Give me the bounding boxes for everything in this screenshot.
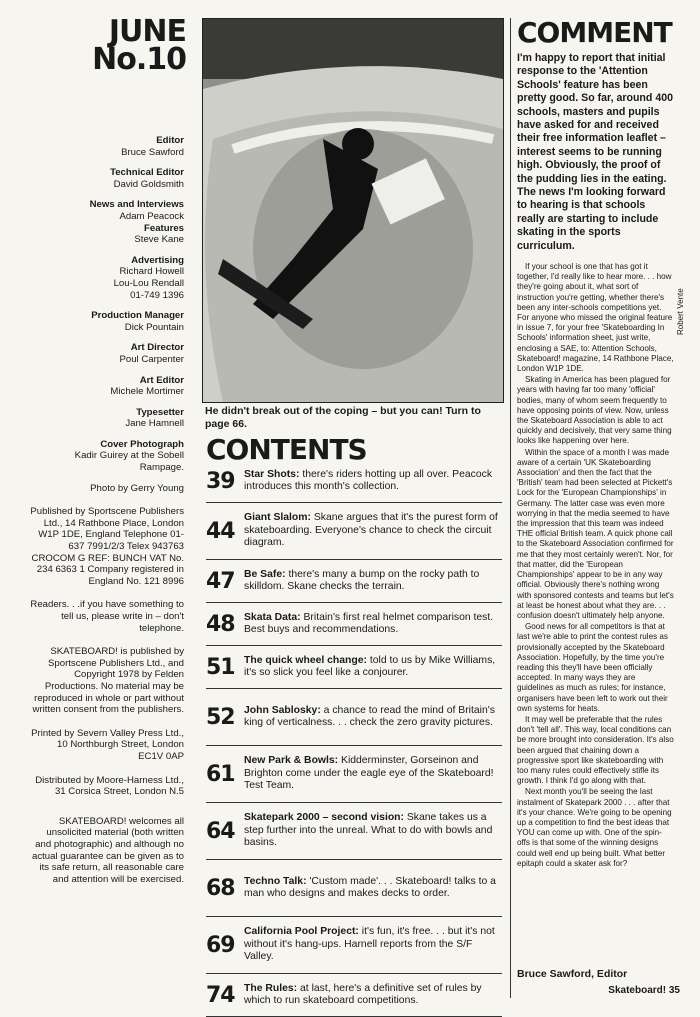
photographer-credit: Robert Vente xyxy=(676,288,685,335)
comment-body: If your school is one that has got it together, I'd really like to hear more. . . how they're going about it, what sort of instruction you're getting, whether there's been any inter-schools competitions yet. For anyone who missed the original feature in issue 7, for your free 'Skateboarding In Schools' information sheet, just write, enclosing a SAE, to: Attention Schools, Skateboard! magazine, 14 Rathbone Place, London W1P 1DE. Skating in America has been plagued for years with having far too many 'official' bodies, many of whom seem frequently to have opposing points of view. Now, unless the Skateboard Association is able to act quickly and decisively, that very same thing looks like happening over here. Within the space of a month I was made aware of a certain 'UK Skateboarding Association' and then the fact that the 'British' team had been selected at Pickett's Lock for the 'European Championships' in Germany. The latter case was even more worrying in that the media seemed to have the impression that this team was indeed THE official British team. A quick phone call to the Skateboard Association confirmed for me that they most certainly weren't. Nor, for that matter, did the 'European Championships' appear to be in any way official. Obviously there's nothing wrong with sponsored contests and teams but let's at least be honest about what they are. . . confusion doesn't ultimately help anyone. Good news for all competitors is that at last we're able to print the contest rules as provisionally accepted by the Skateboard Association. Hopefully, by the time you're reading this they'll have been officially accepted. In many ways they are guidelines as much as rules; for instance, organisers have been left to work out their own systems for heats. It may well be preferable that the rules don't 'tell all'. This way, local conditions can be more brought into consideration. It's also been argued that chaining down a progressive sport like skateboarding with too many rules could effectively stifle its growth. I think I'd go along with that. Next month you'll be seeing the last instalment of Skatepark 2000 . . . after that it's your chance. We're going to be opening up a competition to find the best ideas that YOU can come up with. One of the spin-offs is that some of the winning designs could well end up being built. What better epitaph could a skater ask for? xyxy=(517,262,674,868)
credit-technical-editor: Technical Editor David Goldsmith xyxy=(110,167,184,190)
credit-cover-photo: Cover Photograph Kadir Guirey at the Sobell Rampage. xyxy=(74,438,184,474)
contents-page-number: 64 xyxy=(206,818,235,844)
credit-production: Production Manager Dick Pountain xyxy=(91,310,184,333)
contents-item[interactable]: 39 Star Shots: there's riders hotting up all over. Peacock introduces this month's collection. xyxy=(206,460,502,503)
photo-caption: He didn't break out of the coping – but you can! Turn to page 66. xyxy=(205,405,481,430)
comment-title: COMMENT xyxy=(517,16,672,49)
issue-month: JUNE xyxy=(108,14,186,49)
credit-advertising: Advertising Richard Howell Lou-Lou Rendall 01-749 1396 xyxy=(113,254,184,301)
contents-item[interactable]: 74 The Rules: at last, here's a definitive set of rules by which to run skateboard competitions. xyxy=(206,974,502,1017)
staff-credits xyxy=(30,135,184,897)
contents-item[interactable]: 64 Skatepark 2000 – second vision: Skane takes us a step further into the unreal. What to do with bowls and basins. xyxy=(206,803,502,860)
page-number: Skateboard! 35 xyxy=(608,985,680,996)
note-photo: Photo by Gerry Young xyxy=(90,482,184,494)
credit-editor: Editor Bruce Sawford xyxy=(121,135,184,158)
contents-page-number: 61 xyxy=(206,761,235,787)
contents-item[interactable]: 52 John Sablosky: a chance to read the mind of Britain's king of verticalness. . . check the zero gravity pictures. xyxy=(206,689,502,746)
comment-signature: Bruce Sawford, Editor xyxy=(517,968,628,980)
note-readers: Readers. . .if you have something to tell us, please write in – don't telephone. xyxy=(30,599,184,634)
contents-item[interactable]: 68 Techno Talk: 'Custom made'. . . Skateboard! talks to a man who designs and makes decks to order. xyxy=(206,860,502,917)
contents-page-number: 48 xyxy=(206,611,235,637)
contents-item[interactable]: 69 California Pool Project: it's fun, it's free. . . but it's not without it's hang-ups. Harnell reports from the S/F Valley. xyxy=(206,917,502,974)
skater-bowl-illustration xyxy=(203,19,503,402)
contents-page-number: 51 xyxy=(206,654,235,680)
contents-page-number: 74 xyxy=(206,982,235,1008)
contents-page-number: 44 xyxy=(206,518,235,544)
contents-item[interactable]: 48 Skata Data: Britain's first real helmet comparison test. Best buys and recommendations. xyxy=(206,603,502,646)
note-printer: Printed by Severn Valley Press Ltd., 10 Northburgh Street, London EC1V 0AP xyxy=(31,727,184,762)
credit-art-director: Art Director Poul Carpenter xyxy=(119,342,184,365)
contents-page-number: 69 xyxy=(206,932,235,958)
contents-page-number: 47 xyxy=(206,568,235,594)
contents-item[interactable]: 44 Giant Slalom: Skane argues that it's the purest form of skateboarding. Everyone's chance to check the circuit diagram. xyxy=(206,503,502,560)
contents-page-number: 39 xyxy=(206,468,235,494)
note-copyright: SKATEBOARD! is published by Sportscene Publishers Ltd., and Copyright 1978 by Felden Productions. No material may be reproduced in whole or part without written consent from the publishers. xyxy=(32,646,184,716)
comment-lead: I'm happy to report that initial response to the 'Attention Schools' feature has been pretty good. So far, around 400 schools, masters and pupils have asked for and received their free information leaflet – interest seems to be running high. Obviously, the proof of the pudding lies in the eating. The news I'm looking forward to hearing is that schools really are starting to include skating in the sports curriculum. xyxy=(517,52,673,252)
contents-item[interactable]: 61 New Park & Bowls: Kidderminster, Gorseinon and Brighton come under the eagle eye of the Skateboard! Test Team. xyxy=(206,746,502,803)
note-publisher: Published by Sportscene Publishers Ltd., 14 Rathbone Place, London W1P 1DE, England Telephone 01-637 7991/2/3 Telex 943763 CROCOM G REF: BUNCH VAT No. 234 6363 1 Company registered in England No. 121 8996 xyxy=(30,506,184,587)
contents-item[interactable]: 47 Be Safe: there's many a bump on the rocky path to skilldom. Skane checks the terrain. xyxy=(206,560,502,603)
contents-page-number: 68 xyxy=(206,875,235,901)
credit-typesetter: Typesetter Jane Hamnell xyxy=(125,406,184,430)
credit-art-editor: Art Editor Michele Mortimer xyxy=(110,374,184,398)
contents-page-number: 52 xyxy=(206,704,235,730)
credit-news-features: News and Interviews Adam Peacock Features Steve Kane xyxy=(89,199,184,246)
contents-list xyxy=(206,460,502,1017)
issue-number: No.10 xyxy=(92,42,186,77)
contents-title: CONTENTS xyxy=(206,433,367,466)
issue-masthead xyxy=(92,14,186,77)
skater-photo xyxy=(202,18,504,403)
contents-item[interactable]: 51 The quick wheel change: told to us by Mike Williams, it's so slick you feel like a conjourer. xyxy=(206,646,502,689)
column-divider xyxy=(510,18,511,998)
note-submissions: SKATEBOARD! welcomes all unsolicited material (both written and photographic) and although no actual guarantee can be given as to its safe return, all reasonable care and attention will be exercised. xyxy=(31,815,184,885)
note-distributor: Distributed by Moore-Harness Ltd., 31 Corsica Street, London N.5 xyxy=(35,774,184,798)
